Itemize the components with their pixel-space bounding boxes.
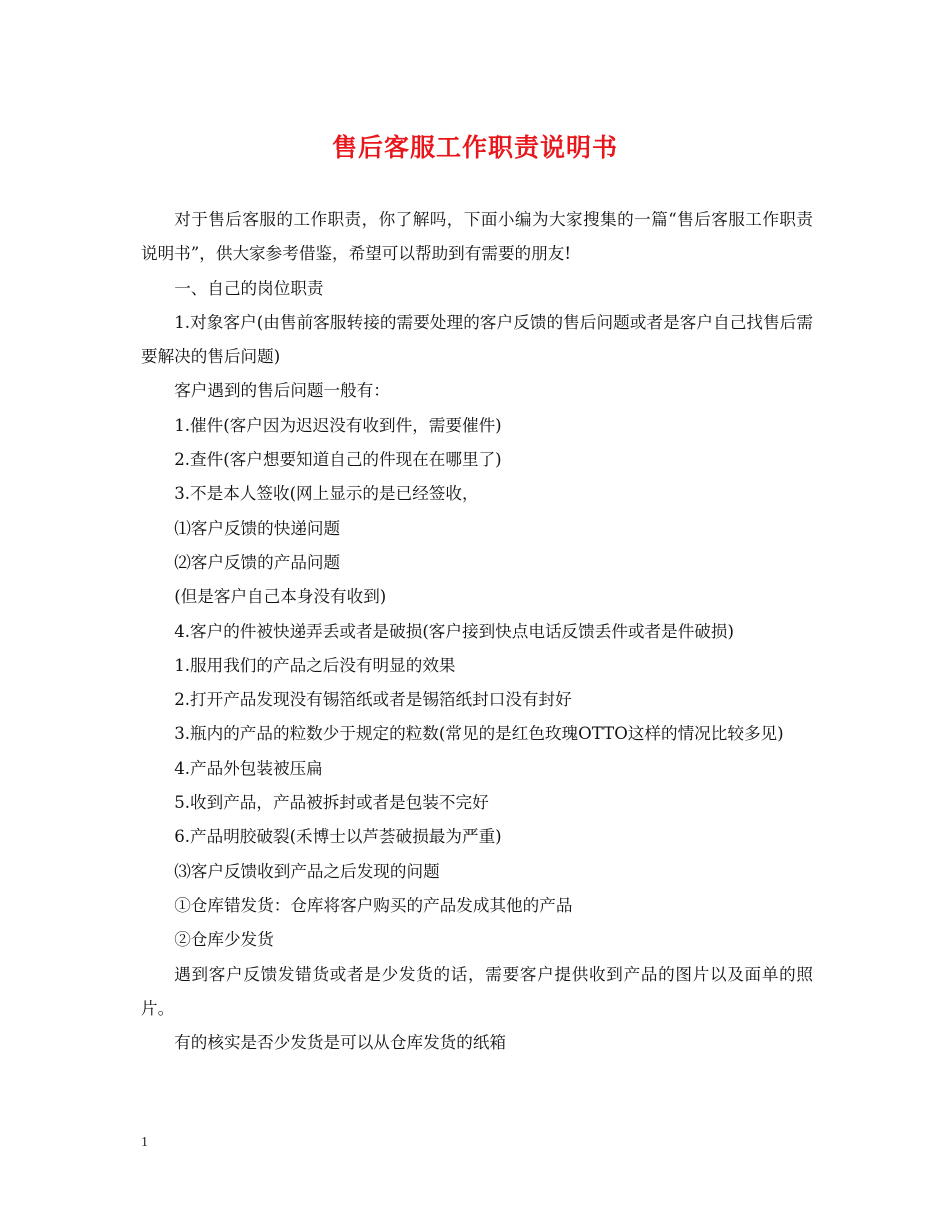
paragraph: 6.产品明胶破裂(禾博士以芦荟破损最为严重) — [174, 827, 502, 847]
paragraph: 1.催件(客户因为迟迟没有收到件，需要催件) — [174, 415, 502, 435]
paragraph-intro: 对于售后客服的工作职责，你了解吗，下面小编为大家搜集的一篇“售后客服工作职责说明书”，供大家参考借鉴，希望可以帮助到有需要的朋友! — [141, 210, 813, 264]
paragraph: 客户遇到的售后问题一般有： — [174, 381, 390, 401]
paragraph: 遇到客户反馈发错货或者是少发货的话，需要客户提供收到产品的图片以及面单的照片。 — [141, 964, 813, 1018]
paragraph: 1.对象客户(由售前客服转接的需要处理的客户反馈的售后问题或者是客户自己找售后需要解决的售后问题) — [141, 312, 813, 367]
paragraph: 2.查件(客户想要知道自己的件现在在哪里了) — [174, 450, 502, 470]
paragraph: 3.不是本人签收(网上显示的是已经签收， — [174, 484, 479, 504]
document-body — [141, 203, 813, 1060]
paragraph-section-heading: 一、自己的岗位职责 — [174, 278, 324, 298]
page-number: 1 — [141, 1135, 148, 1150]
paragraph: 4.产品外包装被压扁 — [174, 758, 323, 778]
paragraph: ⑶客户反馈收到产品之后发现的问题 — [174, 861, 440, 881]
paragraph: ②仓库少发货 — [174, 930, 274, 950]
paragraph: 2.打开产品发现没有锡箔纸或者是锡箔纸封口没有封好 — [174, 690, 572, 710]
paragraph: 3.瓶内的产品的粒数少于规定的粒数(常见的是红色玫瑰OTTO这样的情况比较多见) — [174, 724, 784, 744]
paragraph: 1.服用我们的产品之后没有明显的效果 — [174, 655, 456, 675]
paragraph: (但是客户自己本身没有收到) — [174, 587, 387, 607]
paragraph: ⑵客户反馈的产品问题 — [174, 552, 341, 572]
paragraph: 5.收到产品，产品被拆封或者是包装不完好 — [174, 793, 489, 813]
paragraph: ⑴客户反馈的快递问题 — [174, 518, 341, 538]
paragraph: ①仓库错发货：仓库将客户购买的产品发成其他的产品 — [174, 895, 573, 915]
document-title: 售后客服工作职责说明书 — [331, 133, 618, 162]
paragraph: 4.客户的件被快递弄丢或者是破损(客户接到快点电话反馈丢件或者是件破损) — [174, 621, 734, 641]
paragraph: 有的核实是否少发货是可以从仓库发货的纸箱 — [174, 1033, 507, 1053]
